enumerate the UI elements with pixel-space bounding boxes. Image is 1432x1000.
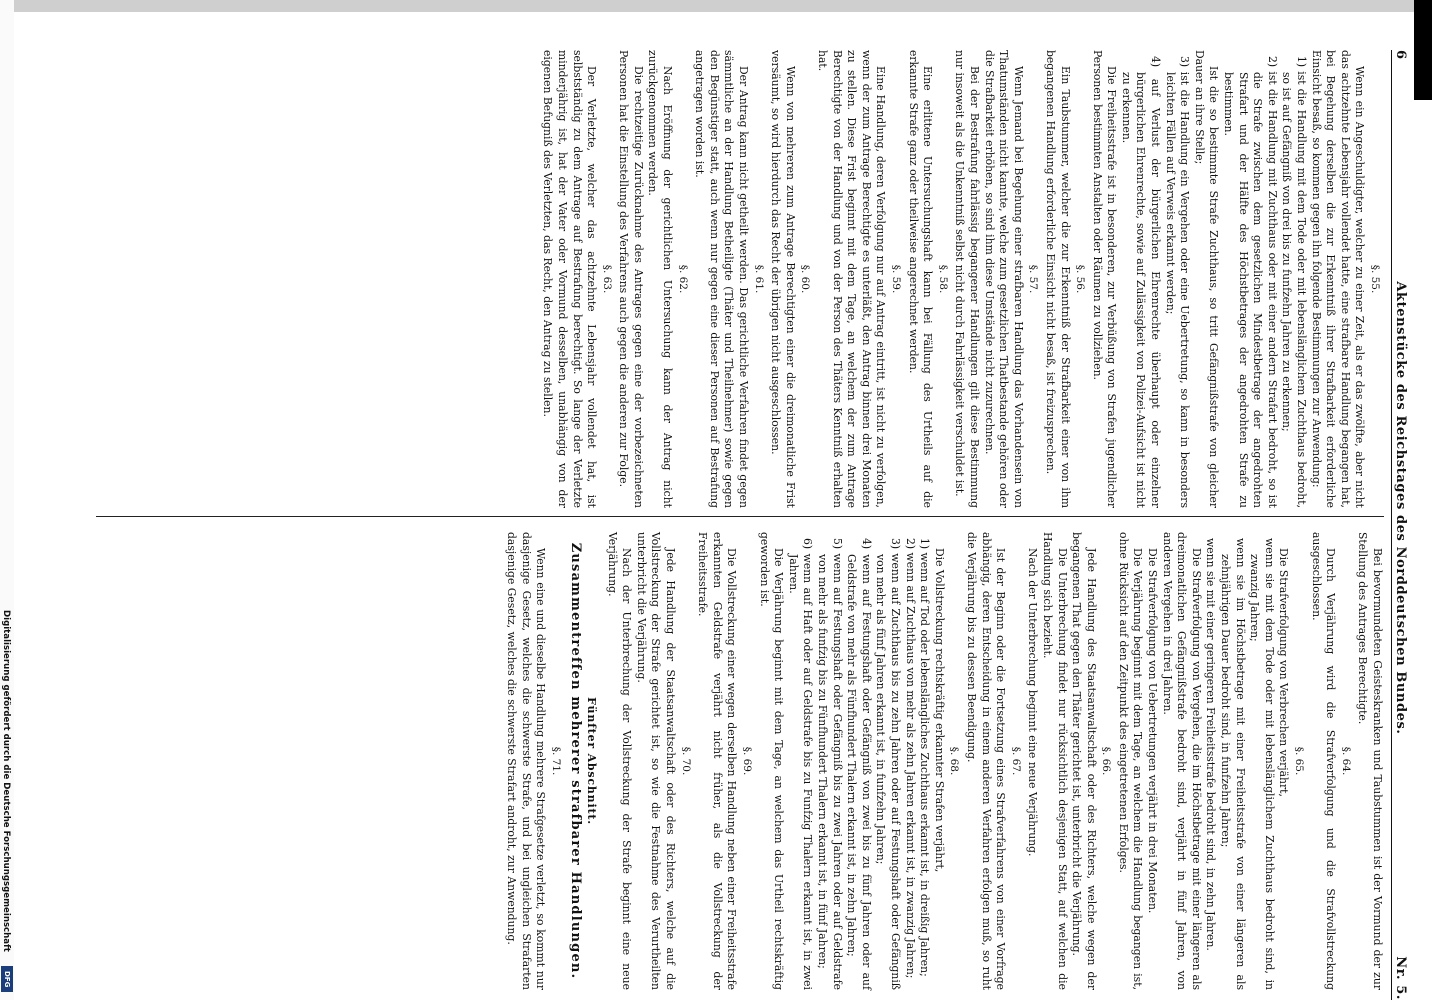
paragraph: Wenn Jemand bei Begehung einer strafbaren Handlung das Vorhandensein von Thatumständen nicht kannte, welche zum gesetzlichen Thatbestande gehören oder die Strafbarkeit erhöhen, so sind ihm diese Umstände nicht zuzurechnen. <box>982 50 1025 508</box>
page-title: Aktenstücke des Reichstages des Norddeutschen Bundes. <box>1392 281 1408 735</box>
paragraph: Wenn eine und dieselbe Handlung mehrere Strafgesetze verletzt, so kommt nur dasjenige Gesetz, welches die schwerste Strafe, und bei ungleichen Strafarten dasjenige Gesetz, welches die schwerste Strafart androht, zur Anwendung. <box>505 532 548 990</box>
section-heading: §. 55. <box>1369 264 1381 294</box>
section-heading: §. 69. <box>741 746 754 776</box>
paragraph: Nach der Unterbrechung der Vollstreckung der Strafe beginnt eine neue Verjährung. <box>605 532 634 990</box>
list-item: 1) ist die Handlung mit dem Tode oder mit lebenslänglichem Zuchthaus bedroht, so ist auf Gefängniß von drei bis zu funfzehn Jahren zu erkennen; <box>1280 56 1309 508</box>
list-item: wenn sie mit einer geringeren Freiheitsstrafe bedroht sind, in zehn Jahren. <box>1204 538 1218 951</box>
list-item: wenn sie mit dem Tode oder mit lebenslänglichem Zuchthaus bedroht sind, in zwanzig Jahren; <box>1248 538 1276 990</box>
section-heading: §. 70. <box>679 746 692 776</box>
list-item: 6) wenn auf Haft oder auf Geldstrafe bis zu Funfzig Thalern erkannt ist, in zwei Jahren. <box>786 538 815 990</box>
section-heading: §. 62. <box>676 264 689 294</box>
right-column <box>504 532 1384 990</box>
section-heading: §. 56. <box>1074 264 1087 294</box>
column-divider <box>96 516 1384 517</box>
paragraph: Wenn ein Angeschuldigter, welcher zu einer Zeit, als er das zwölfte, aber nicht das achtzehnte Lebensjahr vollendet hatte, eine strafbare Handlung begangen hat, bei Begehung derselben die zur Erkenntniß ihrer Strafbarkeit erforderliche Einsicht besaß, so kommen gegen ihn folgende Bestimmungen zur Anwendung: <box>1309 50 1367 508</box>
paragraph: Ist die so bestimmte Strafe Zuchthaus, so tritt Gefängnißstrafe von gleicher Dauer an ihre Stelle; <box>1192 50 1221 508</box>
footer-note <box>0 610 14 1000</box>
paragraph: Die Strafverfolgung von Verbrechen verjährt, <box>1277 548 1291 797</box>
chapter-title: Zusammentreffen mehrerer strafbarer Handlungen. <box>567 542 583 980</box>
left-column <box>540 50 1384 508</box>
paragraph: Die Freiheitsstrafe ist in besonderen, zur Verbüßung von Strafen jugendlicher Personen bestimmten Anstalten oder Räumen zu vollziehen. <box>1090 50 1119 508</box>
paragraph: Eine Handlung, deren Verfolgung nur auf Antrag eintritt, ist nicht zu verfolgen, wenn der zum Antrage Berechtigte es unterläßt, den Antrag binnen drei Monaten zu stellen. Diese Frist beginnt mit dem Tage, an welchem der zum Antrage Berechtigte von der Handlung und von der Person des Thäters Kenntniß erhalten hat. <box>816 50 888 508</box>
section-heading: §. 64. <box>1339 746 1352 776</box>
list-item: 1) wenn auf Tod oder lebenslängliches Zuchthaus erkannt ist, in dreißig Jahren; <box>918 538 932 977</box>
paragraph: Die Vollstreckung rechtskräftig erkannter Strafen verjährt, <box>932 548 946 873</box>
section-heading: §. 63. <box>600 264 613 294</box>
section-heading: §. 60. <box>799 264 812 294</box>
section-heading: §. 59. <box>890 264 902 294</box>
paragraph: Die Strafverfolgung von Vergehen, die im Höchstbetrage mit einer längeren als dreimonatlichen Gefängnißstrafe bedroht sind, verjährt in fünf Jahren, von anderen Vergehen in drei Jahren. <box>1160 532 1203 990</box>
paragraph: Ein Taubstummer, welcher die zur Erkenntniß der Strafbarkeit einer von ihm begangenen Handlung erforderliche Einsicht nicht besaß, ist freizusprechen. <box>1043 50 1072 508</box>
section-heading: §. 71. <box>549 746 562 776</box>
paragraph: Jede Handlung der Staatsanwaltschaft oder des Richters, welche auf die Vollstreckung der Strafe gerichtet ist, so wie die Festnahme des Verurtheilten unterbricht die Verjährung. <box>634 532 678 990</box>
page-header <box>1391 50 1418 1000</box>
chapter-heading: Fünfter Abschnitt. <box>585 697 599 825</box>
paragraph: Eine erlittene Untersuchungshaft kann bei Fällung des Urtheils auf die erkannte Strafe ganz oder theilweise angerechnet werden. <box>906 50 935 508</box>
paragraph: Bei bevormundeten Geisteskranken und Taubstummen ist der Vormund der zur Stellung des Antrages Berechtigte. <box>1356 532 1384 990</box>
document-number: Nr. 5. <box>1392 956 1408 1000</box>
paragraph: Der Verletzte, welcher das achtzehnte Lebensjahr vollendet hat, ist selbstständig zu dem Antrage auf Bestrafung berechtigt. So lange der Verletzte minderjährig ist, hat der Vater oder Vormund desselben, unabhängig von der eigenen Befugniß des Verletzten, das Recht, den Antrag zu stellen. <box>541 50 599 508</box>
paragraph: Die Verjährung beginnt mit dem Tage, an welchem die Handlung begangen ist, ohne Rücksicht auf den Zeitpunkt des eingetretenen Erfolges. <box>1116 532 1145 990</box>
section-heading: §. 68. <box>948 746 961 776</box>
digitization-note: Digitalisierung gefördert durch die Deutsche Forschungsgemeinschaft <box>1 610 11 952</box>
dfg-logo: DFG <box>1 966 13 992</box>
paragraph: Ist der Beginn oder die Fortsetzung eines Strafverfahrens von einer Vorfrage abhängig, deren Entscheidung in einem anderen Verfahren erfolgen muß, so ruht die Verjährung bis zu dessen Beendigung. <box>964 532 1008 990</box>
list-item: wenn sie im Höchstbetrage mit einer Freiheitsstrafe von einer längeren als zehnjährigen Dauer bedroht sind, in funfzehn Jahren; <box>1219 538 1247 990</box>
paragraph: Wenn von mehreren zum Antrage Berechtigten einer die dreimonatliche Frist versäumt, so wird hierdurch das Recht der übrigen nicht ausgeschlossen. <box>769 50 797 508</box>
paragraph: Durch Verjährung wird die Strafverfolgung und die Strafvollstreckung ausgeschlossen. <box>1309 532 1338 990</box>
section-heading: §. 65. <box>1293 746 1306 776</box>
paragraph: Nach Eröffnung der gerichtlichen Untersuchung kann der Antrag nicht zurückgenommen werden. <box>646 50 675 508</box>
paragraph: Die Unterbrechung findet nur rücksichtlich desjenigen Statt, auf welchen die Handlung sich bezieht. <box>1040 532 1069 990</box>
paragraph: Bei der Bestrafung fahrlässig begangener Handlungen gilt diese Bestimmung nur insoweit als die Unkenntniß selbst nicht durch Fahrlässigkeit verschuldet ist. <box>953 50 981 508</box>
list-item: 4) auf Verlust der bürgerlichen Ehrenrechte überhaupt oder einzelner bürgerlichen Ehrenrechte, sowie auf Zulässigkeit von Polizei-Aufsicht ist nicht zu erkennen. <box>1119 56 1163 508</box>
list-item: 3) wenn auf Zuchthaus bis zu zehn Jahren oder auf Festungshaft oder Gefängniß von mehr als fünf Jahren erkannt ist, in funfzehn Jahren; <box>874 538 902 990</box>
section-heading: §. 67. <box>1009 746 1022 776</box>
list-item: 3) ist die Handlung ein Vergehen oder eine Uebertretung, so kann in besonders leichten Fällen auf Verweis erkannt werden; <box>1163 56 1192 508</box>
scan-top-edge <box>14 0 1428 12</box>
rotated-document-page <box>56 20 1418 1000</box>
paragraph: Jede Handlung des Staatsanwaltschaft oder des Richters, welche wegen der begangenen That gegen den Thäter gerichtet ist, unterbricht die Verjährung. <box>1070 532 1098 990</box>
list-item: 2) ist die Handlung mit Zuchthaus oder mit einer andern Strafart bedroht, so ist die Strafe zwischen dem gesetzlichen Mindestbetrage der angedrohten Strafart und der Hälfte des Höchstbetrages der angedrohten Strafe zu bestimmen. <box>1222 56 1279 508</box>
list-item: 5) wenn auf Festungshaft oder Gefängniß bis zu zwei Jahren oder auf Geldstrafe von mehr als funfzig bis zu Fünfhundert Thalern erkannt ist, in fünf Jahren; <box>816 538 844 990</box>
paragraph: Der Antrag kann nicht getheilt werden. Das gerichtliche Verfahren findet gegen sämmtliche an der Handlung Betheiligte (Thäter und Theilnehmer) sowie gegen den Begünstiger statt, auch wenn nur gegen eine dieser Personen auf Bestrafung angetragen worden ist. <box>693 50 751 508</box>
list-item: 4) wenn auf Festungshaft oder Gefängniß von zwei bis zu fünf Jahren oder auf Geldstrafe von mehr als Fünfhundert Thalern erkannt ist, in zehn Jahren; <box>845 538 873 990</box>
page-number: 6 <box>1392 50 1408 60</box>
paragraph: Die Strafverfolgung von Uebertretungen verjährt in drei Monaten. <box>1146 548 1160 914</box>
paragraph: Die rechtzeitige Zurücknahme des Antrages gegen eine der vorbezeichneten Personen hat die Einstellung des Verfahrens auch gegen die anderen zur Folge. <box>617 50 645 508</box>
list-item: 2) wenn auf Zuchthaus von mehr als zehn Jahren erkannt ist, in zwanzig Jahren; <box>903 538 917 979</box>
section-heading: §. 57. <box>1027 264 1040 294</box>
section-heading: §. 66. <box>1100 746 1113 776</box>
section-heading: §. 61. <box>752 264 765 294</box>
paragraph: Die Vollstreckung einer wegen derselben Handlung neben einer Freiheitsstrafe erkannten Geldstrafe verjährt nicht früher, als die Vollstreckung der Freiheitsstrafe. <box>696 532 739 990</box>
section-heading: §. 58. <box>936 264 949 294</box>
paragraph: Nach der Unterbrechung beginnt eine neue Verjährung. <box>1026 548 1040 857</box>
paragraph: Die Verjährung beginnt mit dem Tage, an welchem das Urtheil rechtskräftig geworden ist. <box>757 532 786 990</box>
